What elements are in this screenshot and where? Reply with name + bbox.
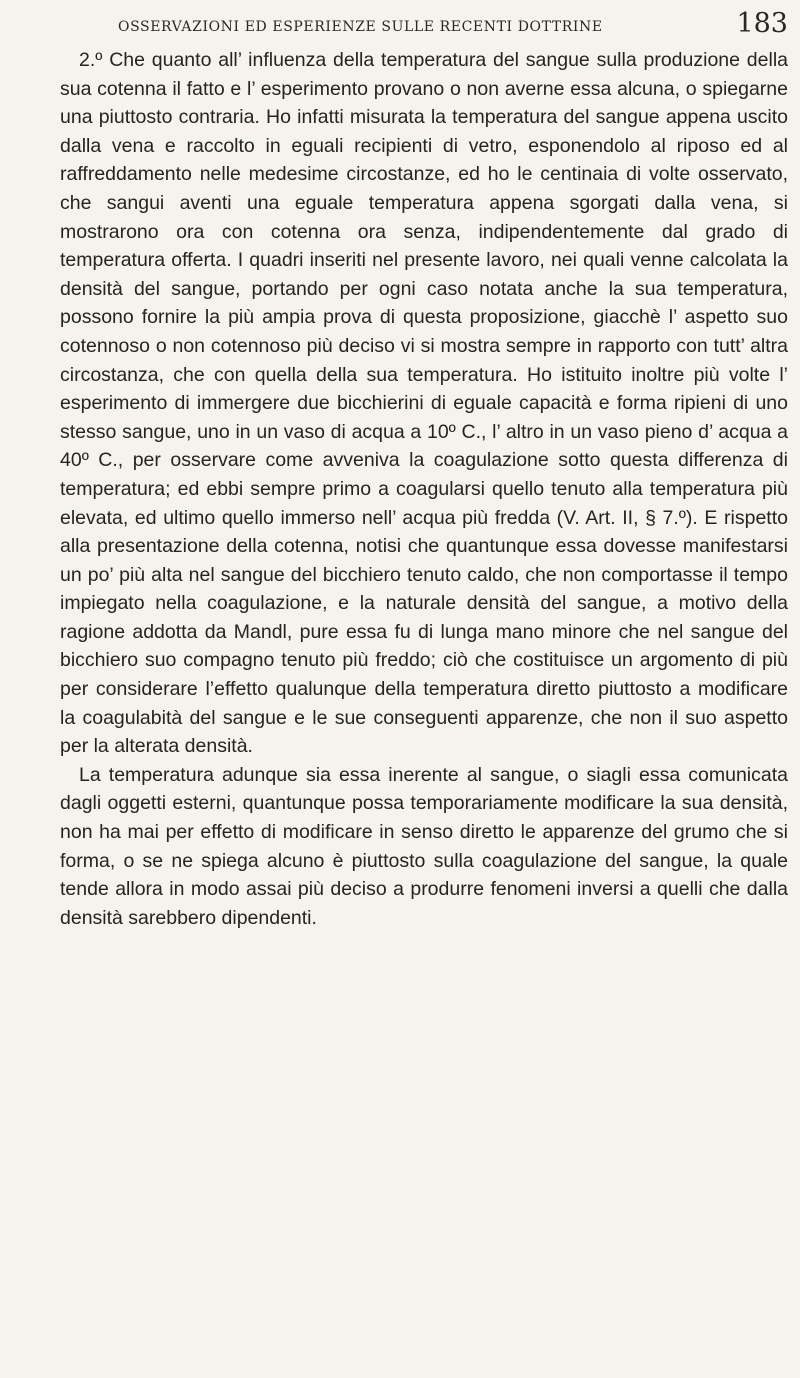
paragraph-1: 2.º Che quanto all’ influenza della temperatura del sangue sulla produzione della sua cotenna il fatto e l’ esperimento provano o non averne essa alcuna, o spiegarne una piuttosto contraria. Ho infatti misurata la temperatura del sangue appena uscito dalla vena e raccolto in eguali recipienti di vetro, esponendolo al riposo ed al raffreddamento nelle medesime circostanze, ed ho le centinaia di volte osservato, che sangui aventi una eguale temperatura appena sgorgati dalla vena, si mostrarono ora con cotenna ora senza, indipendentemente dal grado di temperatura offerta. I quadri inseriti nel presente lavoro, nei quali venne calcolata la densità del sangue, portando per ogni caso notata anche la sua temperatura, possono fornire la più ampia prova di questa proposizione, giacchè l’ aspetto suo cotennoso o non cotennoso più deciso vi si mostra sempre in rapporto con tutt’ altra circostanza, che con quella della sua temperatura. Ho istituito inoltre più volte l’ esperimento di immergere due bicchierini di eguale capacità e forma ripieni di uno stesso sangue, uno in un vaso di acqua a 10º C., l’ altro in un vaso pieno d’ acqua a 40º C., per osservare come avveniva la coagulazione sotto questa differenza di temperatura; ed ebbi sempre primo a coagularsi quello tenuto alla temperatura più elevata, ed ultimo quello immerso nell’ acqua più fredda (V. Art. II, § 7.º). E rispetto alla presentazione della cotenna, notisi che quantunque essa dovesse manifestarsi un po’ più alta nel sangue del bicchiero tenuto caldo, che non comportasse il tempo impiegato nella coagulazione, e la naturale densità del sangue, a motivo della ragione addotta da Mandl, pure essa fu di lunga mano minore che nel sangue del bicchiero suo compagno tenuto più freddo; ciò che costituisce un argomento di più per considerare l’effetto qualunque della temperatura diretto piuttosto a modificare la coagulabità del sangue e le sue conseguenti apparenze, che non il suo aspetto per la alterata densità. <box>60 49 788 758</box>
page-number: 183 <box>736 8 788 39</box>
body-text <box>60 46 788 932</box>
paragraph-2: La temperatura adunque sia essa inerente al sangue, o siagli essa comunicata dagli oggetti esterni, quantunque possa temporariamente modificare la sua densità, non ha mai per effetto di modificare in senso diretto le apparenze del grumo che si forma, o se ne spiega alcuno è piuttosto sulla coagulazione del sangue, la quale tende allora in modo assai più deciso a produrre fenomeni inversi a quelli che dalla densità sarebbero dipendenti. <box>60 763 788 929</box>
page-header <box>118 6 788 42</box>
running-head: OSSERVAZIONI ED ESPERIENZE SULLE RECENTI DOTTRINE <box>118 19 603 35</box>
